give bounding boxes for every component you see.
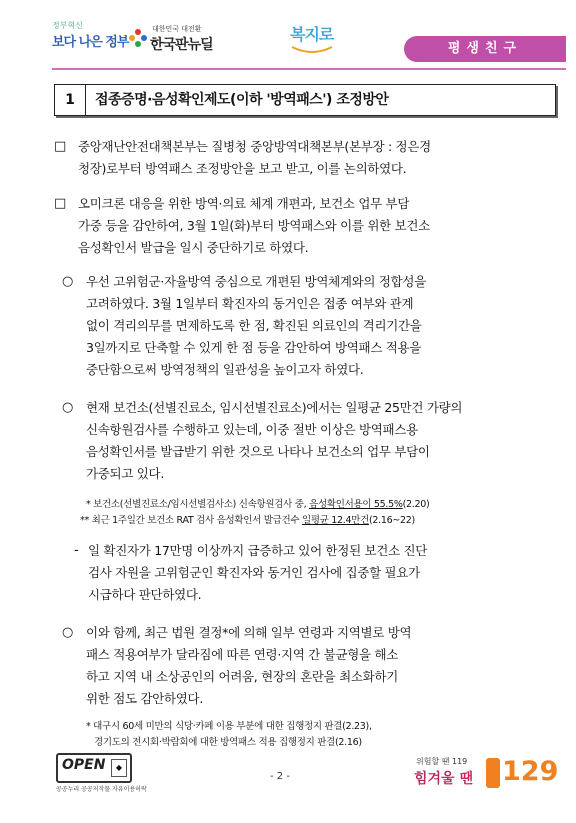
- dash-bullet: -: [74, 543, 79, 558]
- section-title-box: [54, 84, 556, 116]
- paragraph-4: [86, 397, 462, 485]
- note-highlight: 음성확인서용이 55.5%: [309, 499, 403, 510]
- paragraph-3: [86, 271, 426, 381]
- text-line: 중단함으로써 방역정책의 일관성을 높이고자 하였다.: [86, 362, 364, 377]
- note-text: * 대구시 60세 미만의 식당·카페 이용 부분에 대한 집행정지 판결(2.23),: [86, 721, 372, 732]
- note-highlight: 일평균 12.4만건: [301, 515, 370, 526]
- paragraph-1: [78, 136, 431, 180]
- bokjiro-logo: [290, 22, 350, 62]
- text-line: 신속항원검사를 수행하고 있는데, 이중 절반 이상은 방역패스용: [86, 422, 418, 437]
- open-text: OPEN: [62, 757, 106, 773]
- text-line: 시급하다 판단하였다.: [88, 587, 202, 602]
- text-line: 3일까지로 단축할 수 있게 한 점 등을 감안하여 방역패스 적용을: [86, 340, 422, 355]
- note-text: (2.16~22): [369, 515, 415, 526]
- note-text: (2.20): [402, 499, 430, 510]
- page-number: - 2 -: [270, 771, 290, 782]
- text-line: 위한 점도 감안하였다.: [86, 691, 203, 706]
- logo1-main: 보다 나은 정부: [52, 35, 129, 50]
- open-license-logo: [56, 753, 132, 783]
- text-line: 이와 함께, 최근 법원 결정*에 의해 일부 연령과 지역별로 방역: [86, 625, 412, 640]
- text-line: 검사 자원을 고위험군인 확진자와 동거인 검사에 집중할 필요가: [88, 565, 420, 580]
- gov-innovation-logo: [52, 20, 129, 60]
- section-number: 1: [55, 85, 86, 115]
- text-line: 오미크론 대응을 위한 방역·의료 체계 개편과, 보건소 업무 부담: [78, 196, 410, 211]
- logo1-small: 정부혁신: [52, 21, 83, 30]
- footnote-1: [86, 497, 429, 513]
- text-line: 하고 지역 내 소상공인의 어려움, 현장의 혼란을 최소화하기: [86, 669, 398, 684]
- text-line: 중앙재난안전대책본부는 질병청 중앙방역대책본부(본부장 : 정은경: [78, 139, 431, 154]
- lifetime-friend-tag: 평생친구: [404, 36, 566, 62]
- paragraph-5: [88, 540, 427, 606]
- hotline-number: 129: [502, 756, 559, 787]
- bokjiro-text: 복지로: [290, 25, 334, 44]
- circle-bullet: ○: [62, 400, 74, 415]
- smile-icon: [290, 45, 334, 55]
- header-divider: [52, 68, 566, 70]
- square-bullet: □: [54, 196, 67, 211]
- paragraph-6: [86, 622, 411, 710]
- paragraph-2: [78, 193, 430, 259]
- phone-icon: [486, 758, 500, 788]
- note-text: * 보건소(선별진료소/임시선별검사소) 신속항원검사 중,: [86, 499, 310, 510]
- footnote-3: [86, 719, 372, 751]
- note-text: 경기도의 전시회·박람회에 대한 방역패스 적용 집행정지 판결(2.16): [94, 737, 362, 748]
- note-text: ** 최근 1주일간 보건소 RAT 검사 음성확인서 발급건수: [80, 515, 302, 526]
- text-line: 현재 보건소(선별진료소, 임시선별진료소)에서는 일평균 25만건 가량의: [86, 400, 463, 415]
- hotline-small: 위험할 땐 119: [416, 757, 468, 766]
- hotline-big: 힘겨울 땐: [414, 771, 473, 787]
- star-icon: [128, 28, 148, 48]
- circle-bullet: ○: [62, 274, 74, 289]
- section-title: 접종증명·음성확인제도(이하 '방역패스') 조정방안: [95, 92, 389, 108]
- license-badge-icon: ◆: [111, 759, 127, 777]
- text-line: 고려하였다. 3월 1일부터 확진자의 동거인은 접종 여부와 관계: [86, 296, 414, 311]
- logo2-small: 대한민국 대전환: [152, 25, 202, 33]
- logo2-main: 한국판뉴딜: [150, 37, 213, 53]
- text-line: 음성확인서를 발급받기 위한 것으로 나타나 보건소의 업무 부담이: [86, 444, 430, 459]
- text-line: 없이 격리의무를 면제하도록 한 점, 확진된 의료인의 격리기간을: [86, 318, 422, 333]
- text-line: 음성확인서 발급을 일시 중단하기로 하였다.: [78, 240, 309, 255]
- korean-new-deal-logo: [128, 22, 228, 58]
- text-line: 우선 고위험군·자율방역 중심으로 개편된 방역체계와의 정합성을: [86, 274, 426, 289]
- open-license-caption: 공공누리 공공저작물 자유이용허락: [56, 786, 147, 793]
- text-line: 일 확진자가 17만명 이상까지 급증하고 있어 한정된 보건소 진단: [88, 543, 428, 558]
- hotline-logo: [414, 754, 564, 794]
- text-line: 가중 등을 감안하여, 3월 1일(화)부터 방역패스와 이를 위한 보건소: [78, 218, 430, 233]
- text-line: 가중되고 있다.: [86, 466, 164, 481]
- circle-bullet: ○: [62, 625, 74, 640]
- text-line: 패스 적용여부가 달라짐에 따른 연령·지역 간 불균형을 해소: [86, 647, 398, 662]
- square-bullet: □: [54, 139, 67, 154]
- text-line: 청장)로부터 방역패스 조정방안을 보고 받고, 이를 논의하였다.: [78, 161, 407, 176]
- footnote-2: [80, 513, 415, 529]
